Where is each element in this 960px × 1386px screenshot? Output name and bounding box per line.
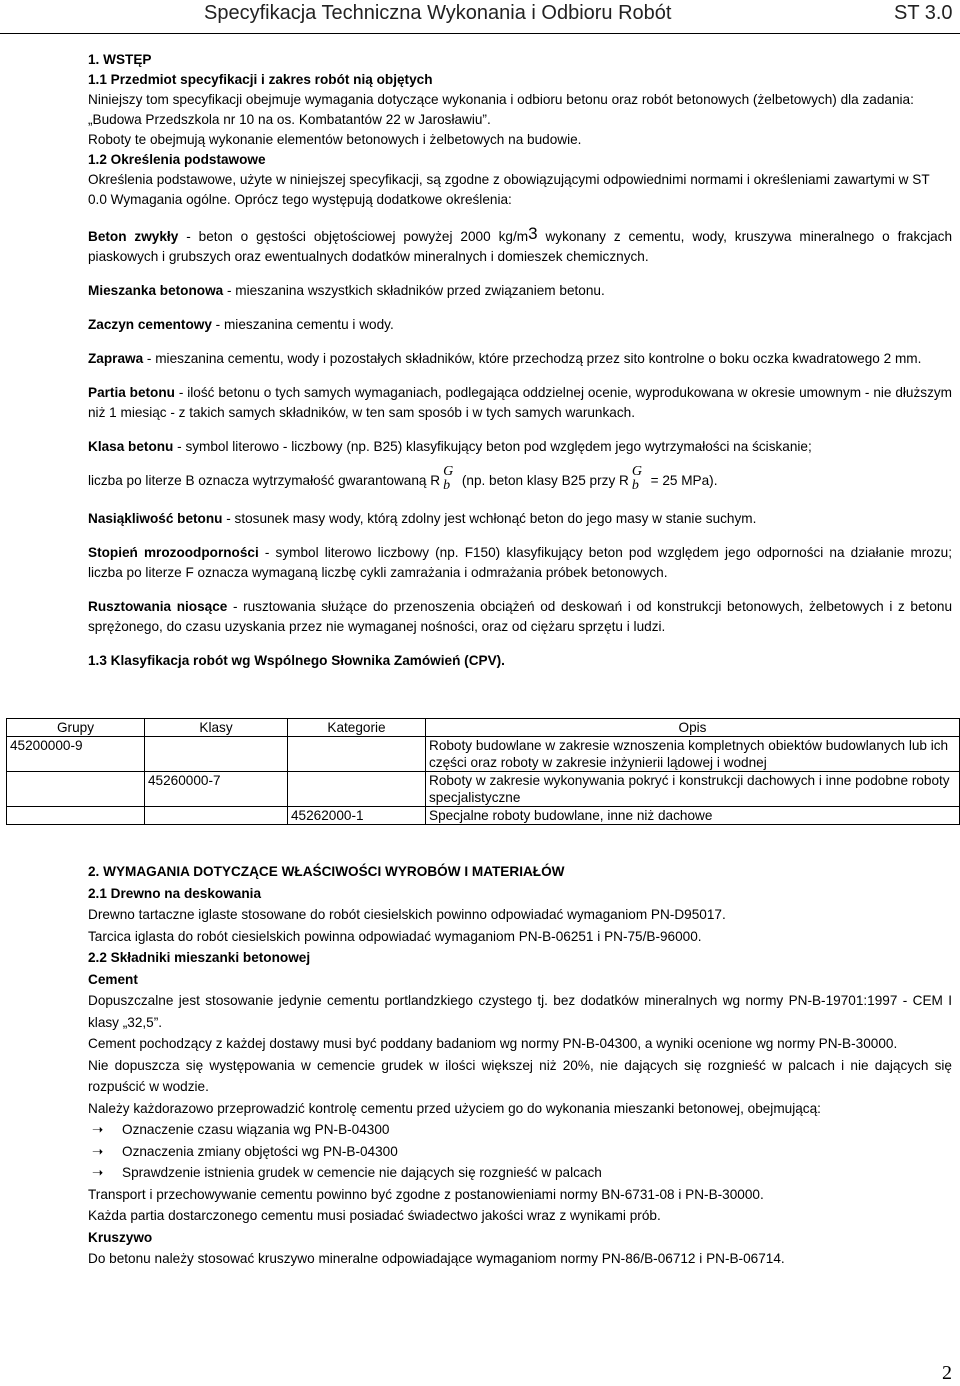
cell-klasa [145,807,288,825]
cell-grupa [7,807,145,825]
cell-grupa [7,772,145,807]
column-header: Opis [426,719,960,737]
paragraph-cement-4: Należy każdorazowo przeprowadzić kontrolę cementu przed użyciem go do wykonania mieszanki betonowej, obejmującą: [88,1100,821,1116]
column-header: Grupy [7,719,145,737]
paragraph-kruszywo-1: Do betonu należy stosować kruszywo mineralne odpowiadające wymaganiom normy PN-86/B-06712 i PN-B-06714. [88,1251,785,1266]
def-rusztowania [88,597,952,637]
paragraph-cement-6: Każda partia dostarczonego cementu musi posiadać świadectwo jakości wraz z wynikami prób. [88,1208,661,1223]
paragraph-cement-1: Dopuszczalne jest stosowanie jedynie cementu portlandzkiego czystego tj. bez dodatków mineralnych wg normy PN-B-19701:1997 - CEM I klasy „32,5”. [88,993,952,1030]
def-term: Rusztowania niosące [88,599,228,614]
superscript: 3 [528,224,538,243]
heading-1-3: 1.3 Klasyfikacja robót wg Wspólnego Słownika Zamówień (CPV). [88,653,505,668]
def-text: wykonany z cementu, wody, kruszywa mineralnego o frakcjach piaskowych i grubszych oraz ewentualnych dodatków mineralnych i domieszek chemicznych. [88,229,953,264]
column-header: Klasy [145,719,288,737]
def-text: - mieszanina cementu, wody i pozostałych składników, które przechodzą przez sito kontrolne o boku oczka kwadratowego 2 mm. [143,351,922,366]
def-term: Beton zwykły [88,229,179,244]
heading-2-1: 2.1 Drewno na deskowania [88,885,262,901]
def-term: Zaczyn cementowy [88,317,212,332]
def-term: Mieszanka betonowa [88,283,224,298]
list-item-text: Oznaczenie czasu wiązania wg PN-B-04300 [122,1122,390,1137]
cell-opis: Specjalne roboty budowlane, inne niż dachowe [426,807,960,825]
arrow-icon: ➝ [92,1143,104,1159]
heading-1: 1. WSTĘP [88,52,152,67]
paragraph-cement-3: Nie dopuszcza się występowania w cemencie grudek w ilości większej niż 20%, nie dających się rozgnieść w palcach i nie dających się rozpuścić w wodzie. [88,1057,952,1094]
paragraph-1-2: Określenia podstawowe, użyte w niniejszej specyfikacji, są zgodne z obowiązującymi odpowiednimi normami i określeniami zawartymi w ST 0.0 Wymagania ogólne. Oprócz tego występują dodatkowe określenia: [88,172,930,207]
heading-2-2: 2.2 Składniki mieszanki betonowej [88,950,311,965]
def-term: Stopień mrozoodporności [88,545,259,560]
formula-text: (np. beton klasy B25 przy R [458,473,629,488]
table-row [7,807,960,825]
superscript-g: G [631,464,642,479]
def-nasiakliwosc [88,509,952,529]
def-text: - beton o gęstości objętościowej powyżej 2000 kg/m [178,229,529,244]
def-text: - symbol literowo liczbowy (np. F150) klasyfikujący beton pod względem jego odporności na działanie mrozu; liczba po literze F oznacza wymaganą liczbę cykli zamrażania i odmrażania próbek betonowych. [88,545,952,580]
header-rule [0,33,960,34]
subheading-kruszywo: Kruszywo [88,1229,153,1245]
def-term: Zaprawa [88,351,144,366]
r-subscript [629,464,647,493]
def-term: Nasiąkliwość betonu [88,511,223,526]
def-klasa-formula [88,464,952,493]
def-mieszanka [88,281,952,301]
heading-2: 2. WYMAGANIA DOTYCZĄCE WŁAŚCIWOŚCI WYROBÓW I MATERIAŁÓW [88,864,565,879]
paragraph-1-1b: Roboty te obejmują wykonanie elementów betonowych i żelbetowych na budowie. [88,132,582,147]
list-item [88,1141,952,1163]
formula-text: liczba po literze B oznacza wytrzymałość gwarantowaną R [88,473,441,488]
page-number: 2 [942,1362,952,1384]
cell-kategoria [288,737,426,772]
cell-kategoria: 45262000-1 [288,807,426,825]
def-text: - symbol literowo - liczbowy (np. B25) klasyfikujący beton pod względem jego wytrzymałości na ściskanie; [173,439,812,454]
section-1 [88,50,952,671]
paragraph-2-1a: Drewno tartaczne iglaste stosowane do robót ciesielskich powinno odpowiadać wymaganiom PN-D95017. [88,907,726,922]
def-text: - mieszanina cementu i wody. [211,317,394,332]
table-row [7,772,960,807]
paragraph-cement-2: Cement pochodzący z każdej dostawy musi być poddany badaniom wg normy PN-B-04300, a wyniki ocenione wg normy PN-B-30000. [88,1036,898,1051]
def-text: - stosunek masy wody, którą zdolny jest wchłonąć beton do jego masy w stanie suchym. [222,511,757,526]
list-item-text: Sprawdzenie istnienia grudek w cemencie nie dających się rozgnieść w palcach [122,1165,602,1180]
def-partia [88,383,952,423]
spec-code: ST 3.0 [894,2,953,24]
table-header-row [7,719,960,737]
superscript-g: G [443,464,454,479]
list-item [88,1162,952,1184]
list-item-text: Oznaczenia zmiany objętości wg PN-B-04300 [122,1143,398,1159]
def-klasa [88,437,952,457]
def-mrozoodpornosc [88,543,952,583]
subscript-b: b [631,478,639,493]
def-text: - mieszanina wszystkich składników przed związaniem betonu. [223,283,605,298]
subscript-b: b [443,478,451,493]
document-title: Specyfikacja Techniczna Wykonania i Odbioru Robót [204,2,672,24]
formula-text: = 25 MPa). [646,473,718,488]
cell-opis: Roboty w zakresie wykonywania pokryć i konstrukcji dachowych i inne podobne roboty specjalistyczne [426,772,960,807]
def-term: Partia betonu [88,385,175,400]
cell-opis: Roboty budowlane w zakresie wznoszenia kompletnych obiektów budowlanych lub ich części oraz roboty w zakresie inżynierii lądowej i wodnej [426,737,960,772]
def-zaczyn [88,315,952,335]
def-text: - ilość betonu o tych samych wymaganiach, podlegająca oddzielnej ocenie, wyprodukowana w okresie umownym - nie dłuższym niż 1 miesiąc - z takich samych składników, w ten sam sposób i w tych samych warunkach. [88,385,952,420]
column-header: Kategorie [288,719,426,737]
def-zaprawa [88,349,952,369]
def-text: - rusztowania służące do przenoszenia obciążeń od deskowań i od konstrukcji betonowych, żelbetowych i z betonu sprężonego, do czasu uzyskania przez nie wymaganej nośności, oraz od ciężaru sprzętu i ludzi. [88,599,952,634]
list-item [88,1119,952,1141]
arrow-icon: ➝ [92,1122,104,1137]
r-subscript [440,464,458,493]
cpv-table [6,718,960,825]
cell-grupa: 45200000-9 [7,737,145,772]
cell-kategoria [288,772,426,807]
section-2 [88,861,952,1270]
def-term: Klasa betonu [88,439,174,454]
def-beton [88,224,952,267]
heading-1-2: 1.2 Określenia podstawowe [88,152,266,167]
cell-klasa [145,737,288,772]
cell-klasa: 45260000-7 [145,772,288,807]
heading-1-1: 1.1 Przedmiot specyfikacji i zakres robót nią objętych [88,72,433,87]
table-row [7,737,960,772]
paragraph-cement-5: Transport i przechowywanie cementu powinno być zgodne z postanowieniami normy BN-6731-08 i PN-B-30000. [88,1186,764,1202]
arrow-icon: ➝ [92,1165,104,1180]
paragraph-2-1b: Tarcica iglasta do robót ciesielskich powinna odpowiadać wymaganiom PN-B-06251 i PN-75/B-96000. [88,928,702,944]
page-header [0,2,960,32]
subheading-cement: Cement [88,971,138,987]
paragraph-1-1a: Niniejszy tom specyfikacji obejmuje wymagania dotyczące wykonania i odbioru betonu oraz robót betonowych (żelbetowych) dla zadania: „Budowa Przedszkola nr 10 na os. Kombatantów 22 w Jarosławiu”. [88,92,914,127]
